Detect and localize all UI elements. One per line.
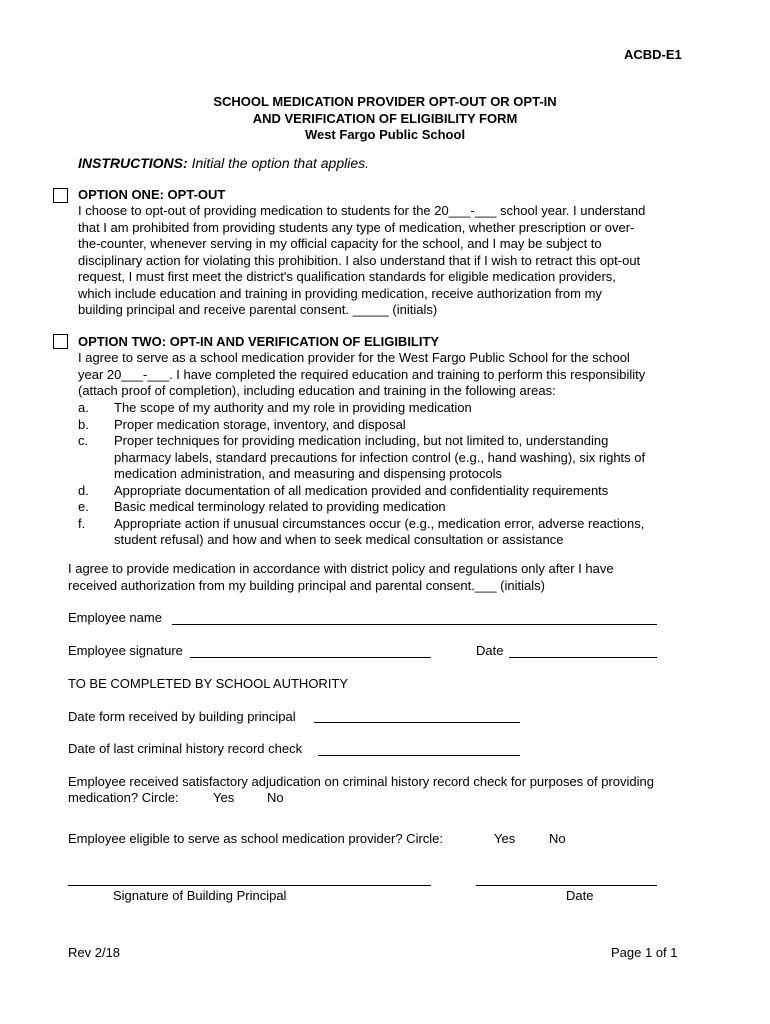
list-item-text: Proper medication storage, inventory, and disposal xyxy=(114,416,406,432)
list-item-letter: c. xyxy=(78,433,89,448)
employee-name-field[interactable] xyxy=(172,624,657,625)
employee-signature-field[interactable] xyxy=(190,657,431,658)
employee-date-field[interactable] xyxy=(509,657,657,658)
list-item-text: Basic medical terminology related to providing medication xyxy=(114,499,446,514)
option-one-line: disciplinary action for violating this prohibition. I also understand that if I wish to retract this opt-out xyxy=(78,252,641,268)
option-two-checkbox[interactable] xyxy=(53,334,68,349)
school-name: West Fargo Public School xyxy=(304,127,466,142)
option-one-checkbox[interactable] xyxy=(53,188,68,203)
adjudication-question: Employee received satisfactory adjudication on criminal history record check for purposes of providing xyxy=(68,774,655,789)
training-list xyxy=(78,400,718,550)
principal-signature-field[interactable] xyxy=(68,885,431,886)
option-two-year: year 20___-___ xyxy=(78,366,170,382)
agreement-line: received authorization from my building principal and parental consent.___ (initials) xyxy=(68,577,545,593)
option-two-heading: OPTION TWO: OPT-IN AND VERIFICATION OF ELIGIBILITY xyxy=(78,334,440,349)
eligible-no[interactable]: No xyxy=(549,831,566,846)
option-one-line: building principal and receive parental consent. _____ (initials) xyxy=(78,302,438,317)
eligible-question: Employee eligible to serve as school medication provider? Circle: xyxy=(68,831,444,846)
record-check-label: Date of last criminal history record check xyxy=(68,741,303,756)
principal-date-label: Date xyxy=(566,888,594,903)
list-item-letter: e. xyxy=(78,499,89,514)
list-item-letter: b. xyxy=(78,416,89,432)
option-one-text xyxy=(78,203,645,319)
option-one-line: the-counter, whenever serving in my official capacity for the school, and I may be subject to xyxy=(78,236,602,251)
option-one-line: request, I must first meet the district's qualification standards for eligible medication providers, xyxy=(78,269,616,284)
option-two-line-2-rest: . I have completed the required education and training to perform this responsibility xyxy=(169,366,646,382)
option-one-line: I choose to opt-out of providing medication to students for the 20___-___ school year. I understand xyxy=(78,203,646,218)
agreement-text xyxy=(68,561,614,594)
list-item-letter: a. xyxy=(78,400,89,415)
option-two-line-2 xyxy=(78,367,645,384)
list-item-letter: f. xyxy=(78,515,86,531)
list-item-text: Appropriate documentation of all medication provided and confidentiality requirements xyxy=(114,482,609,498)
form-title-line-2: AND VERIFICATION OF ELIGIBILITY FORM xyxy=(252,111,518,126)
option-two-line-1: I agree to serve as a school medication provider for the West Fargo Public School for the school xyxy=(78,350,630,365)
principal-date-field[interactable] xyxy=(476,885,657,886)
document-code: ACBD-E1 xyxy=(624,47,682,62)
list-item-text: The scope of my authority and my role in providing medication xyxy=(114,400,472,415)
adjudication-no[interactable]: No xyxy=(267,790,284,805)
eligible-yes[interactable]: Yes xyxy=(494,831,516,846)
adjudication-circle-label: medication? Circle: xyxy=(68,790,179,805)
form-title-line-1: SCHOOL MEDICATION PROVIDER OPT-OUT OR OPT-IN xyxy=(213,94,557,109)
list-item-text: Proper techniques for providing medication including, but not limited to, understanding xyxy=(114,433,609,448)
date-received-label: Date form received by building principal xyxy=(68,709,296,724)
list-item-text: Appropriate action if unusual circumstances occur (e.g., medication error, adverse reactions, xyxy=(114,515,645,531)
option-one-heading: OPTION ONE: OPT-OUT xyxy=(78,187,226,202)
record-check-field[interactable] xyxy=(318,755,520,756)
instructions xyxy=(78,155,369,171)
revision-label: Rev 2/18 xyxy=(68,945,121,960)
page-number: Page 1 of 1 xyxy=(611,945,678,960)
list-item-text: pharmacy labels, standard precautions for infection control (e.g., hand washing), six rights of xyxy=(114,449,646,465)
list-item-text: medication administration, and measuring and dispensing protocols xyxy=(114,466,503,481)
option-one-line: which include education and training in providing medication, receive authorization from my xyxy=(78,285,602,301)
employee-signature-label: Employee signature xyxy=(68,643,183,658)
option-one-line: that I am prohibited from providing students any type of medication, whether prescription or over- xyxy=(78,219,635,235)
principal-signature-label: Signature of Building Principal xyxy=(113,888,287,903)
agreement-line: I agree to provide medication in accordance with district policy and regulations only after I have xyxy=(68,561,614,576)
school-authority-heading: TO BE COMPLETED BY SCHOOL AUTHORITY xyxy=(68,676,349,691)
instructions-label: INSTRUCTIONS: xyxy=(78,155,188,171)
date-received-field[interactable] xyxy=(314,722,520,723)
option-two-line-3: (attach proof of completion), including education and training in the following areas: xyxy=(78,383,556,398)
list-item-letter: d. xyxy=(78,482,89,498)
employee-date-label: Date xyxy=(476,643,504,658)
adjudication-yes[interactable]: Yes xyxy=(213,790,235,805)
employee-name-label: Employee name xyxy=(68,610,162,625)
option-two-intro xyxy=(78,350,645,400)
instructions-text: Initial the option that applies. xyxy=(191,155,370,171)
list-item-text: student refusal) and how and when to seek medical consultation or assistance xyxy=(114,532,564,547)
